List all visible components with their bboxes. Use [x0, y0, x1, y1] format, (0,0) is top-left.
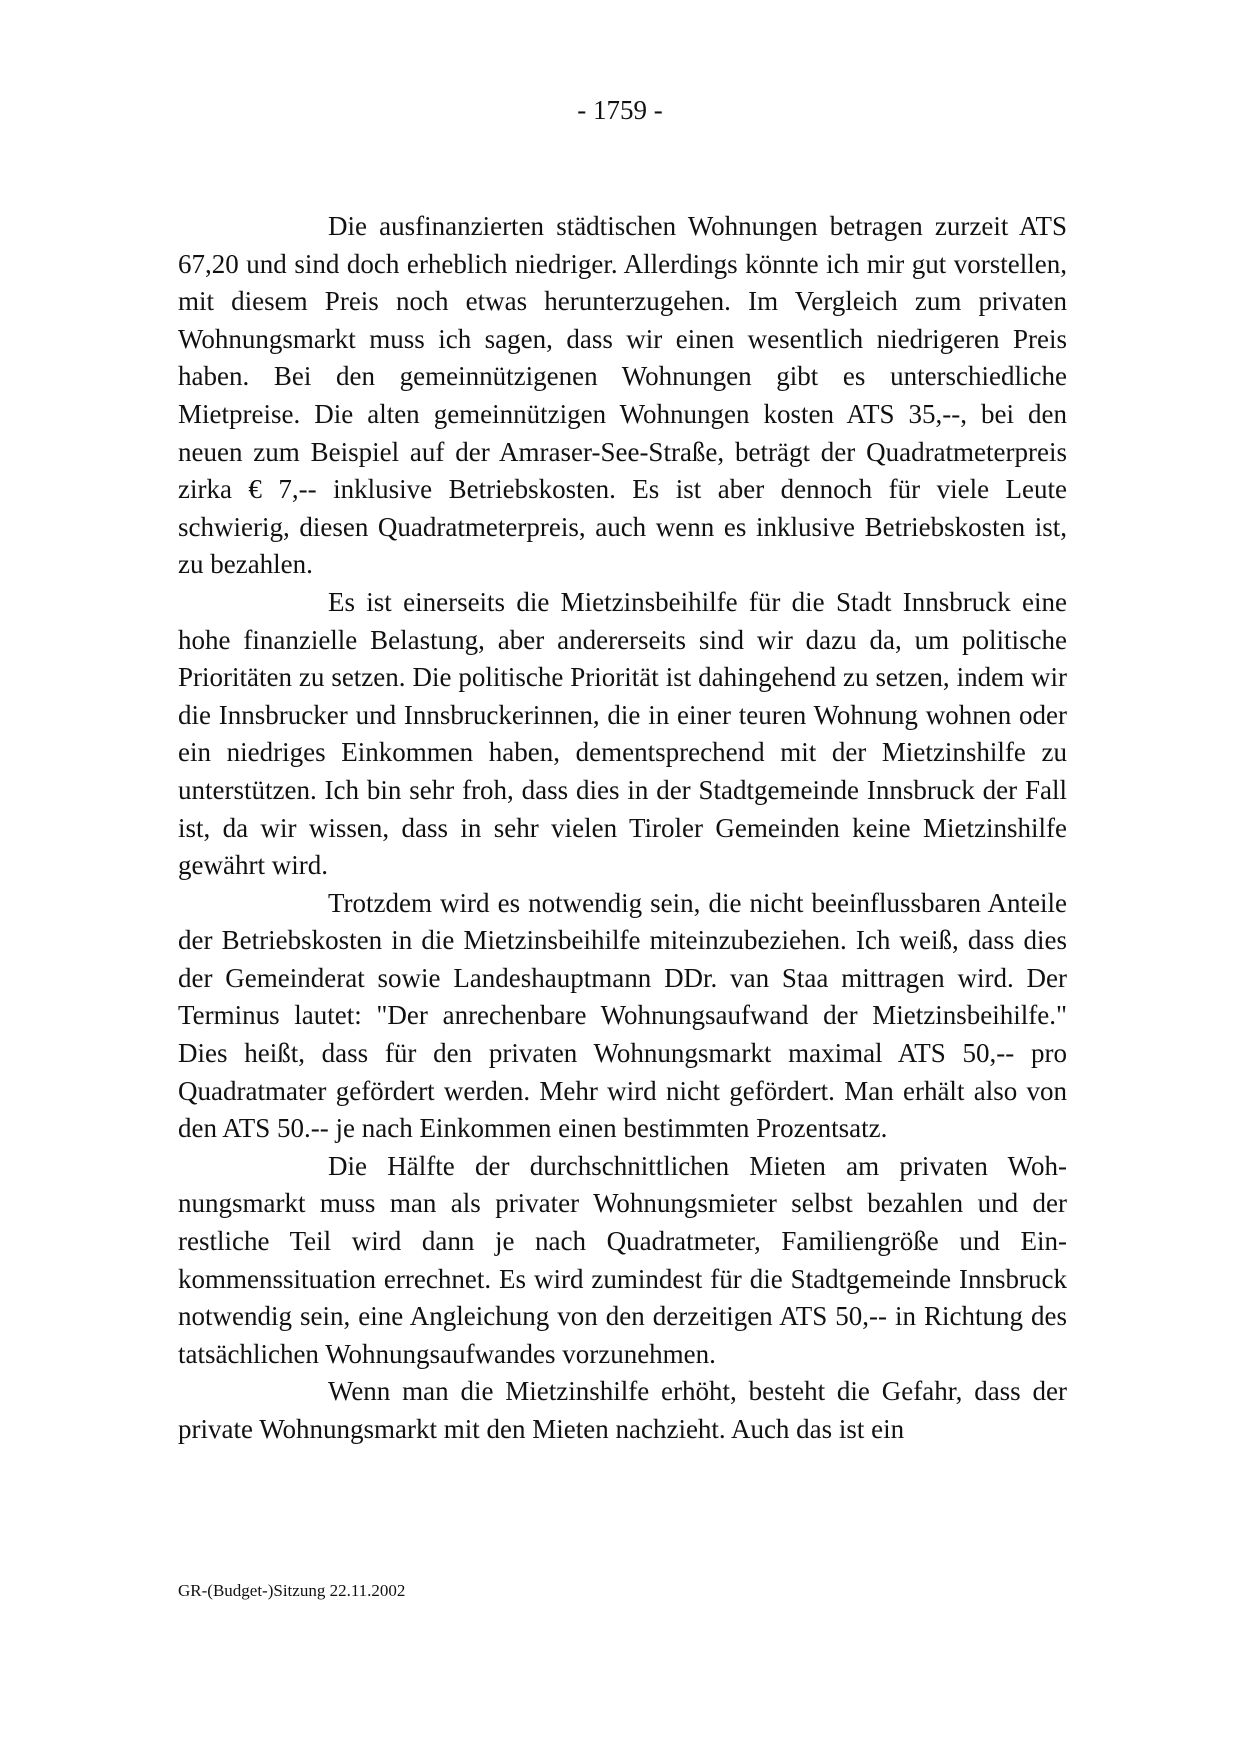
paragraph-2: Es ist einerseits die Mietzinsbeihilfe für die Stadt Innsbruck eine hohe finanzielle Belastung, aber andererseits sind wir dazu da, um politische Prioritäten zu setzen. Die politische Priorität ist dahingehend zu setzen, indem wir die Innsbrucker und Innsbruckerinnen, die in einer teuren Wohnung wohnen oder ein niedriges Einkommen haben, dementsprechend mit der Mietzinshilfe zu unterstützen. Ich bin sehr froh, dass dies in der Stadtgemeinde Innsbruck der Fall ist, da wir wissen, dass in sehr vielen Tiroler Gemeinden keine Mietzinshilfe gewährt wird. — [178, 586, 1067, 881]
paragraph-5: Wenn man die Mietzinshilfe erhöht, besteht die Gefahr, dass der private Wohnungsmarkt mit den Mieten nachzieht. Auch das ist ein — [178, 1376, 1067, 1444]
document-body — [178, 208, 1067, 1449]
page-number: - 1759 - — [577, 95, 663, 125]
paragraph-4: Die Hälfte der durchschnittlichen Mieten am privaten Wohnungsmarkt muss man als privater Wohnungsmieter selbst bezahlen und der restliche Teil wird dann je nach Quadratmeter, Familiengröße und Einkommenssituation errechnet. Es wird zumindest für die Stadtgemeinde Innsbruck notwendig sein, eine Angleichung von den derzeitigen ATS 50,-- in Richtung des tatsächlichen Wohnungsaufwandes vorzunehmen. — [178, 1150, 1067, 1369]
paragraph-3: Trotzdem wird es notwendig sein, die nicht beeinflussbaren Anteile der Betriebskosten in die Mietzinsbeihilfe miteinzubeziehen. Ich weiß, dass dies der Gemeinderat sowie Landeshauptmann DDr. van Staa mittragen wird. Der Terminus lautet: "Der anrechenbare Wohnungsaufwand der Mietzinsbeihilfe." Dies heißt, dass für den privaten Wohnungsmarkt maximal ATS 50,-- pro Quadratmater gefördert werden. Mehr wird nicht gefördert. Man erhält also von den ATS 50.-- je nach Einkommen einen bestimmten Prozentsatz. — [178, 887, 1067, 1144]
paragraph-1: Die ausfinanzierten städtischen Wohnungen betragen zurzeit ATS 67,20 und sind doch erheblich niedriger. Allerdings könnte ich mir gut vorstellen, mit diesem Preis noch etwas herunterzugehen. Im Vergleich zum privaten Wohnungsmarkt muss ich sagen, dass wir einen wesentlich niedrigeren Preis haben. Bei den gemeinnützigenen Wohnungen gibt es unterschiedliche Mietpreise. Die alten gemeinnützigen Wohnungen kosten ATS 35,--, bei den neuen zum Beispiel auf der Amraser-See-Straße, beträgt der Quadratmeterpreis zirka € 7,-- inklusive Betriebskosten. Es ist aber dennoch für viele Leute schwierig, diesen Quadratmeterpreis, auch wenn es inklusive Betriebskosten ist, zu bezahlen. — [178, 211, 1067, 580]
footer-session-date: GR-(Budget-)Sitzung 22.11.2002 — [178, 1581, 406, 1600]
